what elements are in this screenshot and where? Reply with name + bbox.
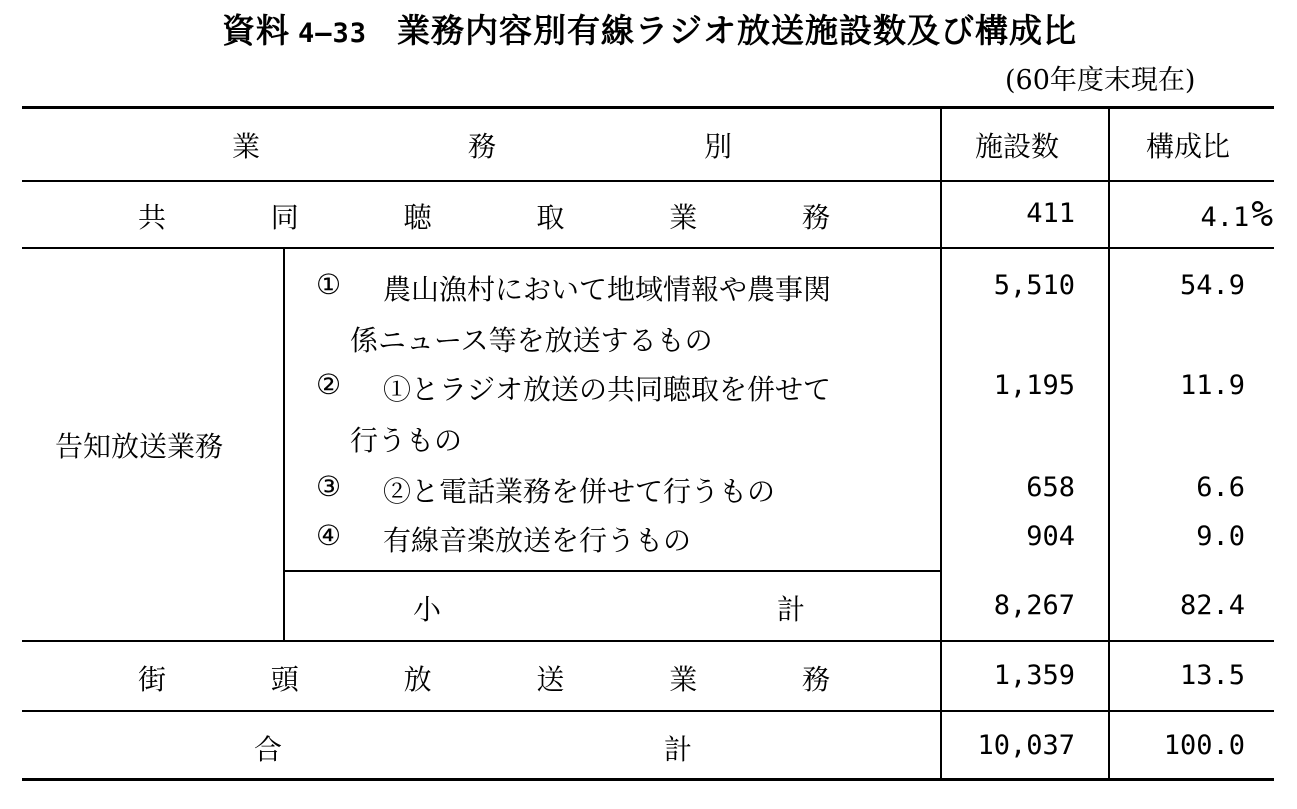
- label-char: 共: [138, 201, 167, 234]
- table-bottom-rule: [22, 778, 1274, 781]
- notification-group-label: 告知放送業務: [55, 430, 224, 463]
- label-char: 取: [536, 201, 565, 234]
- row-rule: [22, 247, 1274, 249]
- joint-facilities: 411: [1026, 198, 1075, 229]
- item-ratio: 9.0: [1196, 521, 1245, 552]
- label-char: 放: [403, 663, 432, 696]
- item-text-line1: ①とラジオ放送の共同聴取を併せて: [383, 373, 832, 406]
- item-marker: ①: [316, 268, 342, 301]
- joint-ratio-value: 4.1: [1200, 202, 1250, 233]
- subtotal-ratio: 82.4: [1179, 590, 1245, 621]
- street-ratio: 13.5: [1179, 660, 1245, 691]
- group-divider: [283, 247, 285, 640]
- joint-reception-label: [138, 196, 830, 236]
- total-facilities: 10,037: [977, 730, 1075, 761]
- header-rule: [22, 180, 1274, 182]
- header-facilities: 施設数: [975, 130, 1060, 163]
- item-marker: ④: [316, 519, 342, 552]
- label-char: 小: [413, 593, 442, 626]
- item-text-line1: ②と電話業務を併せて行うもの: [383, 475, 776, 508]
- label-char: 計: [663, 733, 692, 766]
- column-divider: [1108, 106, 1110, 780]
- item-text-line1: 有線音楽放送を行うもの: [383, 524, 692, 557]
- subtotal-facilities: 8,267: [993, 590, 1075, 621]
- item-facilities: 904: [1026, 521, 1075, 552]
- page-title: [222, 5, 1077, 52]
- item-ratio: 11.9: [1179, 370, 1245, 401]
- label-char: 業: [669, 663, 698, 696]
- label-char: 務: [801, 201, 830, 234]
- label-char: 聴: [403, 201, 432, 234]
- item-facilities: 1,195: [993, 370, 1075, 401]
- label-char: 合: [254, 733, 283, 766]
- street-facilities: 1,359: [993, 660, 1075, 691]
- label-char: 街: [138, 663, 167, 696]
- label-char: 務: [801, 663, 830, 696]
- item-marker: ②: [316, 368, 342, 401]
- item-facilities: 5,510: [993, 270, 1075, 301]
- header-char: 別: [703, 130, 732, 163]
- header-char: 務: [467, 130, 496, 163]
- percent-unit: %: [1251, 194, 1273, 235]
- item-marker: ③: [316, 470, 342, 503]
- label-char: 計: [776, 593, 805, 626]
- item-text-line2: 係ニュース等を放送するもの: [350, 324, 713, 357]
- label-char: 頭: [270, 663, 299, 696]
- item-ratio: 54.9: [1179, 270, 1245, 301]
- total-ratio: 100.0: [1163, 730, 1245, 761]
- street-broadcast-label: [138, 658, 830, 698]
- table-top-rule: [22, 106, 1274, 109]
- total-label: [254, 728, 692, 768]
- title-text: 業務内容別有線ラジオ放送施設数及び構成比: [397, 11, 1078, 50]
- label-char: 業: [669, 201, 698, 234]
- column-divider: [940, 106, 942, 780]
- row-rule: [22, 710, 1274, 712]
- title-prefix: 資料: [222, 11, 290, 50]
- title-number: 4—33: [298, 18, 368, 49]
- row-rule: [22, 640, 1274, 642]
- header-char: 業: [232, 130, 261, 163]
- header-category: [232, 125, 732, 165]
- item-text-line1: 農山漁村において地域情報や農事関: [383, 273, 832, 306]
- subtotal-label: [413, 588, 805, 628]
- label-char: 送: [536, 663, 565, 696]
- joint-ratio: [1201, 194, 1273, 235]
- header-ratio: 構成比: [1146, 130, 1231, 163]
- subtitle: (60年度末現在): [1005, 65, 1196, 96]
- label-char: 同: [270, 201, 299, 234]
- subtotal-rule: [283, 570, 940, 572]
- item-ratio: 6.6: [1196, 472, 1245, 503]
- item-facilities: 658: [1026, 472, 1075, 503]
- item-text-line2: 行うもの: [350, 424, 463, 457]
